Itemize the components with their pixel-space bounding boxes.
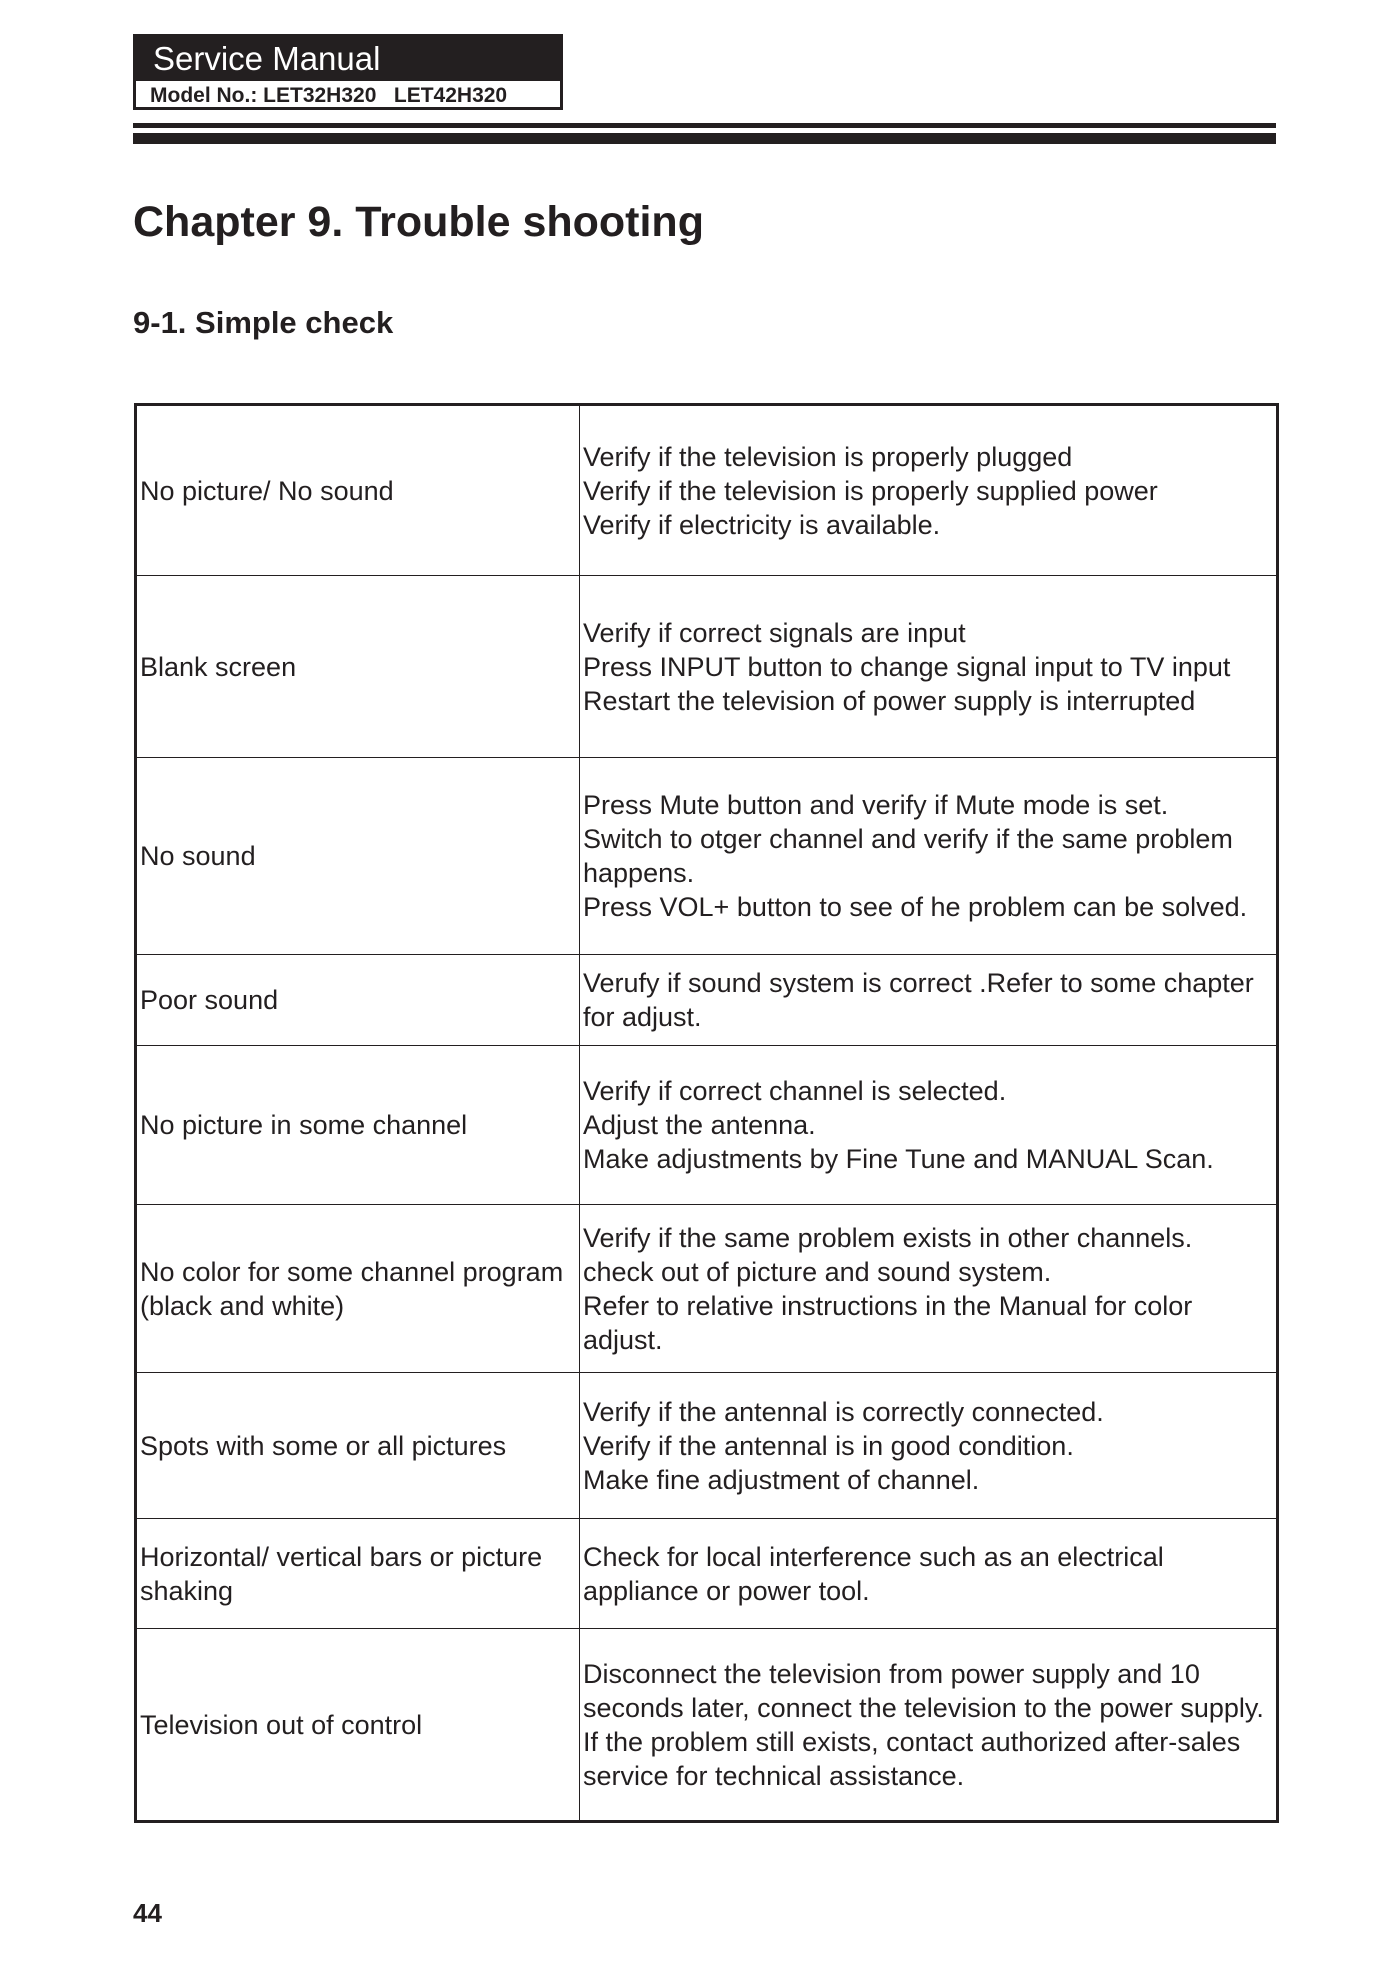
check-item: Verify if correct signals are input <box>583 617 966 648</box>
check-item: Verify if the television is properly supplied power <box>583 475 1158 506</box>
check-cell <box>580 1519 1278 1629</box>
check-cell <box>580 955 1278 1046</box>
check-item: Verify if the television is properly plugged <box>583 441 1073 472</box>
check-item: Refer to relative instructions in the Manual for color adjust. <box>583 1290 1193 1355</box>
table-row <box>136 1629 1278 1822</box>
symptom-cell: Television out of control <box>136 1629 580 1822</box>
check-cell <box>580 1373 1278 1519</box>
check-item: Adjust the antenna. <box>583 1110 816 1140</box>
table-row <box>136 1046 1278 1205</box>
symptom-cell: Horizontal/ vertical bars or picture shaking <box>136 1519 580 1629</box>
chapter-title: Chapter 9. Trouble shooting <box>133 198 704 246</box>
table-row <box>136 955 1278 1046</box>
check-item: Verufy if sound system is correct .Refer to some chapter for adjust. <box>583 968 1254 1032</box>
table-row <box>136 1373 1278 1519</box>
section-title: 9-1. Simple check <box>133 305 394 340</box>
check-cell <box>580 405 1278 576</box>
check-item: Restart the television of power supply is interrupted <box>583 685 1196 716</box>
manual-header <box>133 34 563 110</box>
symptom-cell: No picture/ No sound <box>136 405 580 576</box>
page-number: 44 <box>133 1898 162 1928</box>
check-cell <box>580 1205 1278 1373</box>
check-item: check out of picture and sound system. <box>583 1256 1052 1287</box>
symptom-cell: No sound <box>136 758 580 955</box>
check-item: Press INPUT button to change signal input to TV input <box>583 651 1231 682</box>
check-item: Disconnect the television from power supply and 10 seconds later, connect the television to the power supply. If the problem still exists, contact authorized after-sales service for technical assistance. <box>583 1658 1264 1791</box>
symptom-cell: Spots with some or all pictures <box>136 1373 580 1519</box>
check-item: Press Mute button and verify if Mute mode is set. <box>583 790 1169 820</box>
table-row <box>136 1519 1278 1629</box>
table-row <box>136 405 1278 576</box>
model-number: Model No.: LET32H320 LET42H320 <box>150 84 508 107</box>
check-item: Switch to otger channel and verify if the same problem happens. <box>583 824 1233 888</box>
table-row <box>136 1205 1278 1373</box>
check-cell <box>580 1046 1278 1205</box>
header-rule-thin <box>133 123 1276 128</box>
header-rule-thick <box>133 133 1276 144</box>
troubleshooting-table-body <box>136 405 1278 1822</box>
check-item: Make fine adjustment of channel. <box>583 1464 980 1495</box>
check-item: Verify if the same problem exists in other channels. <box>583 1222 1193 1253</box>
check-item: Verify if the antennal is correctly connected. <box>583 1396 1104 1427</box>
symptom-cell: No color for some channel program (black and white) <box>136 1205 580 1373</box>
check-cell <box>580 758 1278 955</box>
check-cell <box>580 1629 1278 1822</box>
table-row <box>136 576 1278 758</box>
manual-title: Service Manual <box>136 37 560 81</box>
check-item: Press VOL+ button to see of he problem can be solved. <box>583 892 1248 922</box>
troubleshooting-table <box>134 403 1279 1823</box>
check-item: Check for local interference such as an electrical appliance or power tool. <box>583 1541 1164 1606</box>
check-item: Verify if electricity is available. <box>583 509 941 540</box>
table-row <box>136 758 1278 955</box>
check-cell <box>580 576 1278 758</box>
check-item: Make adjustments by Fine Tune and MANUAL Scan. <box>583 1144 1214 1174</box>
symptom-cell: Poor sound <box>136 955 580 1046</box>
check-item: Verify if correct channel is selected. <box>583 1076 1007 1106</box>
symptom-cell: Blank screen <box>136 576 580 758</box>
check-item: Verify if the antennal is in good condition. <box>583 1430 1074 1461</box>
symptom-cell: No picture in some channel <box>136 1046 580 1205</box>
